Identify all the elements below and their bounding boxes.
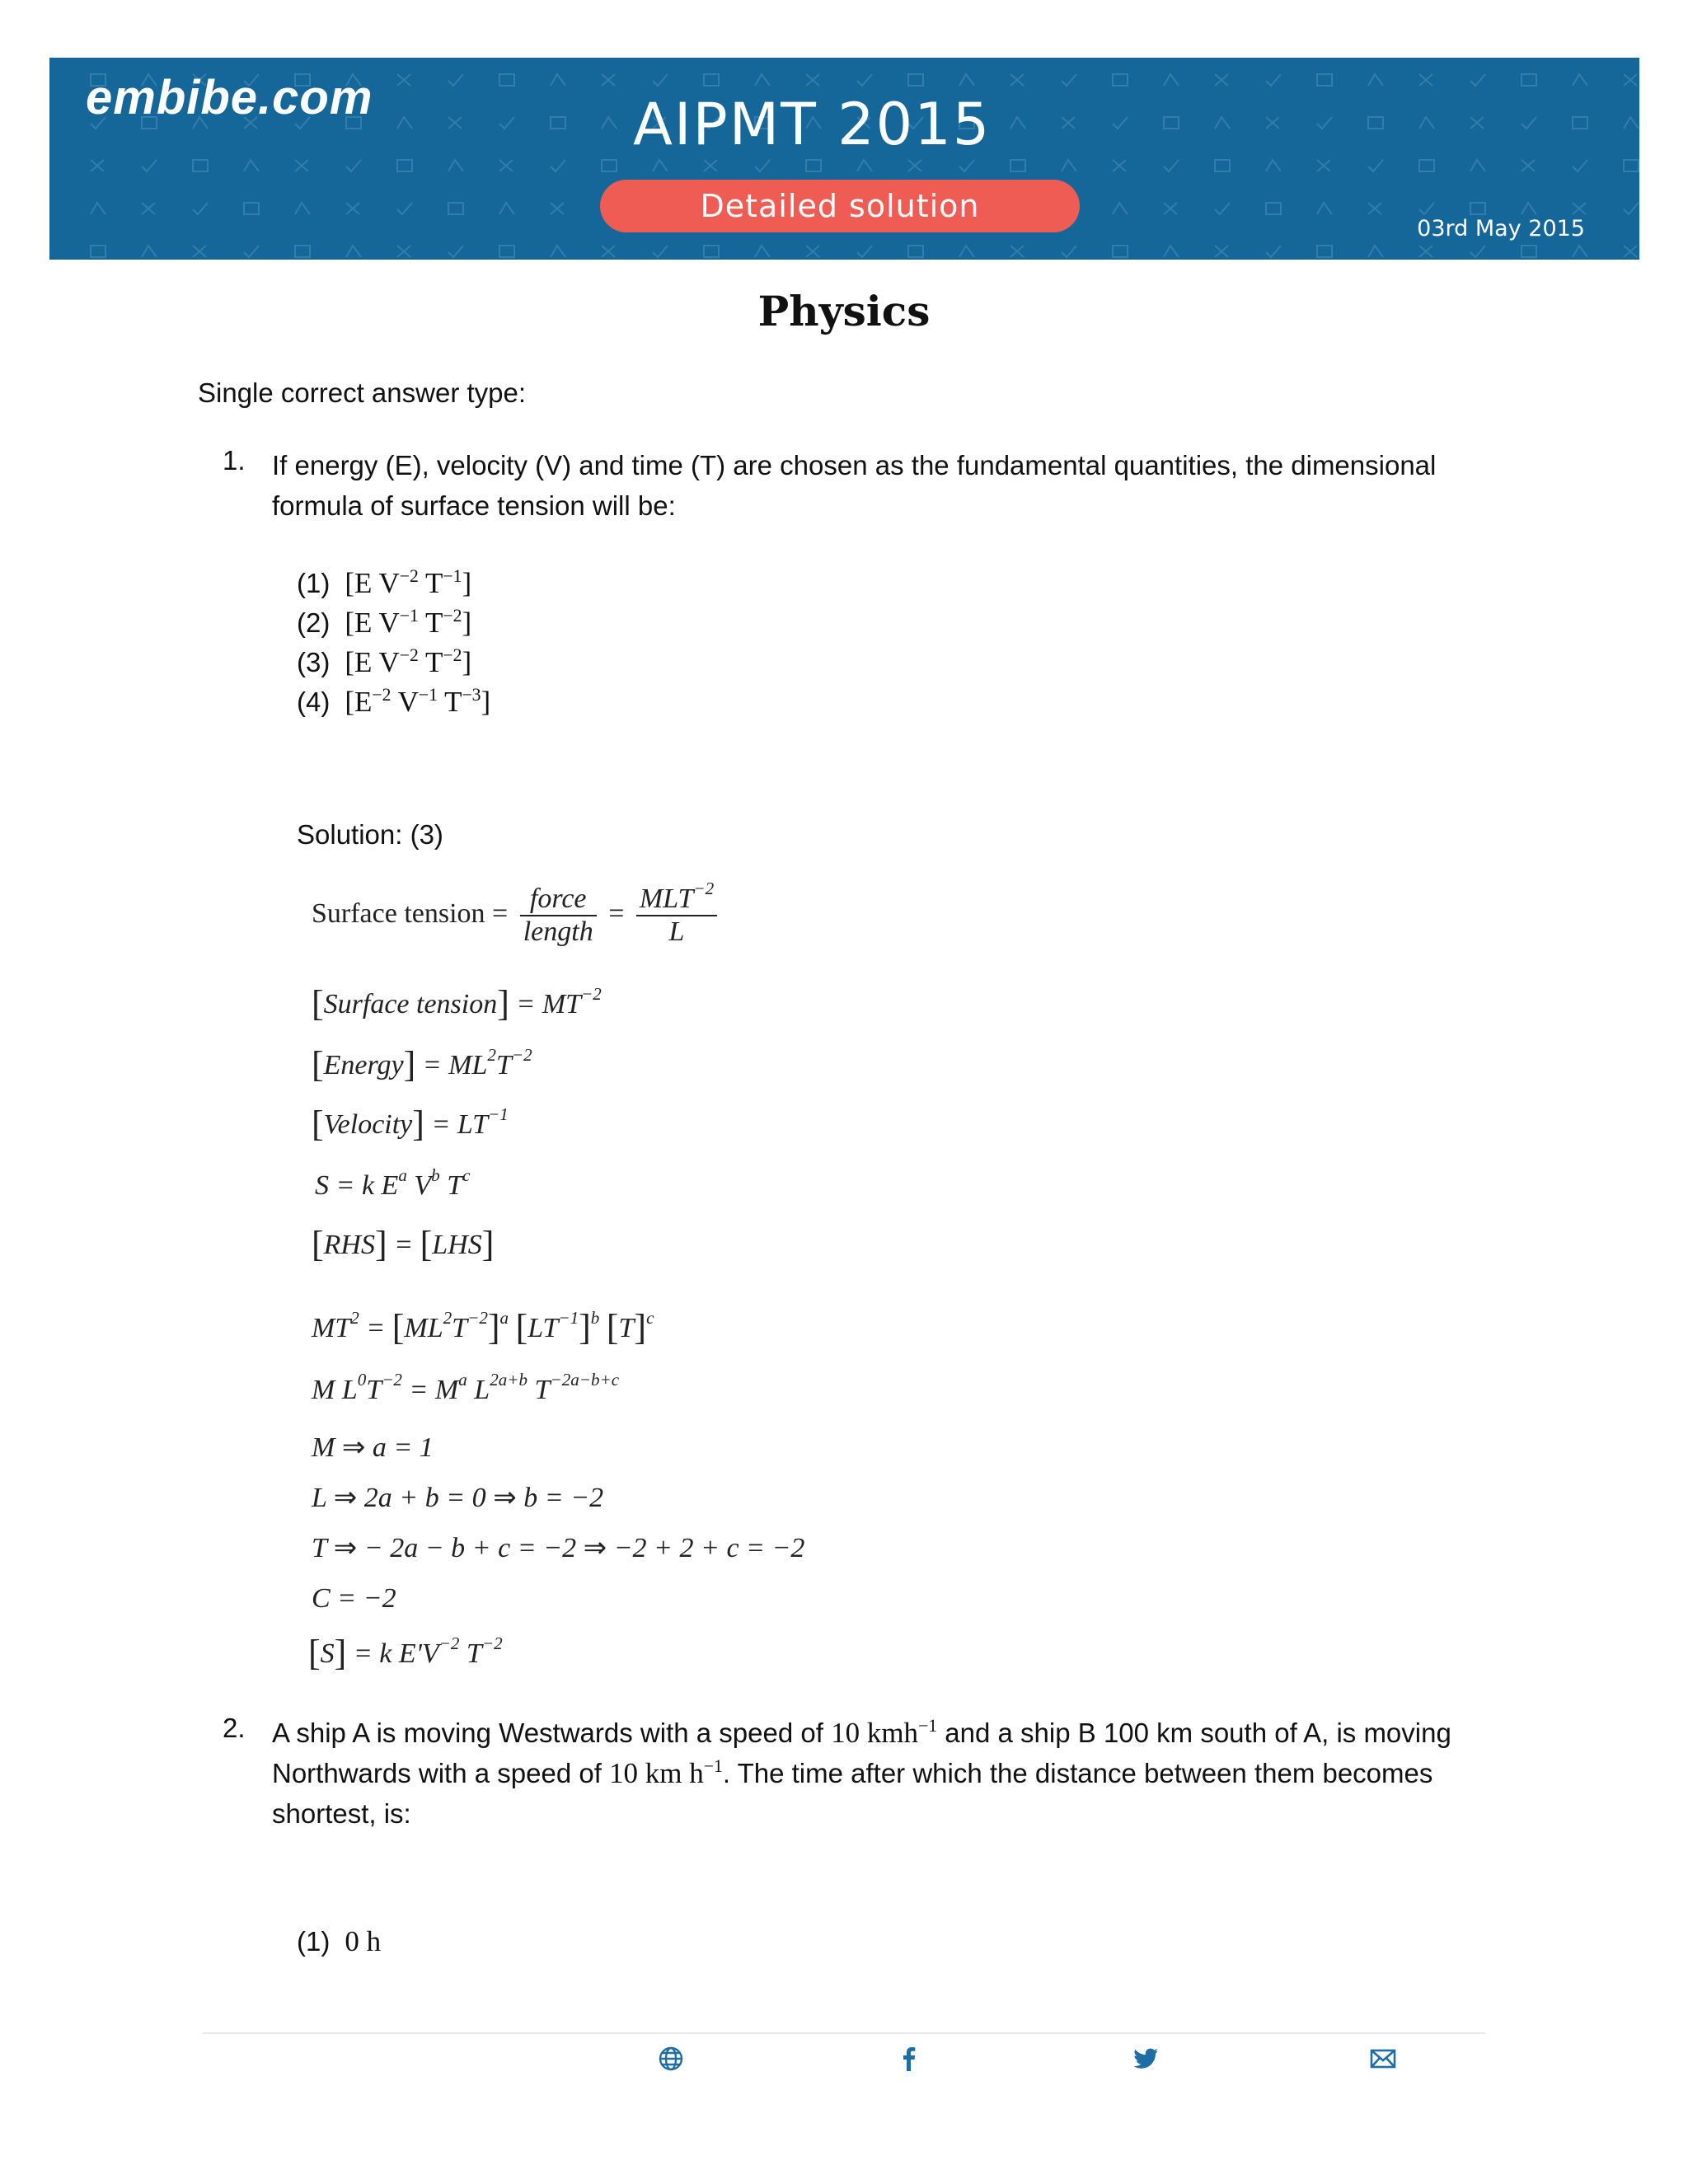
banner-doodle [1368, 74, 1383, 86]
math-line: S = k $E^a$ $V^b$ $T^c$ [315, 1165, 471, 1201]
banner-doodle [1368, 117, 1383, 129]
banner-doodle [1113, 246, 1128, 257]
banner-doodle [1317, 74, 1332, 86]
banner-doodle [142, 246, 157, 257]
banner-doodle [448, 117, 462, 129]
banner-doodle [1368, 203, 1381, 214]
banner-doodle [1624, 246, 1637, 257]
detailed-solution-badge: Detailed solution [600, 180, 1080, 232]
math-line: [Energy] = $ML^2T^{-2}$ [312, 1044, 532, 1085]
math-line: $MT^2 = [ML^2T^{-2}]^a$ $[LT^{-1}]^b$ $[T]^c$ [312, 1307, 654, 1347]
question-text-line: A ship A is moving Westwards with a speed of 10 kmh$^{-1}$ and a ship B 100 km south of A, is moving [272, 1715, 1451, 1749]
banner-doodle [1266, 160, 1281, 171]
banner-doodle [1062, 117, 1075, 129]
banner-doodle [244, 246, 259, 257]
fraction: $\frac{MLT^{-2}}{L}$ [636, 883, 717, 948]
banner-doodle [908, 160, 921, 171]
page-title: Physics [757, 287, 931, 335]
banner-doodle [653, 246, 668, 257]
banner-doodle [499, 246, 514, 257]
math-line: C = −2 [312, 1583, 396, 1614]
banner-doodle [91, 160, 104, 171]
banner-doodle [704, 246, 719, 257]
math-line: M $L^0T^{-2} = M^a$ $L^{2a+b}$ $T^{-2a-b+c}$ [312, 1370, 620, 1405]
math-line: Surface tension = $\frac{\text{force}}{\text{length}}$ = $\frac{MLT^{-2}}{L}$ [312, 883, 722, 948]
banner-doodle [1215, 203, 1230, 214]
math-prefix: Surface tension = [312, 898, 509, 929]
banner-doodle [1470, 246, 1485, 257]
banner-doodle [1573, 246, 1587, 257]
banner-doodle [1419, 160, 1434, 171]
banner-doodle [499, 117, 514, 129]
banner-doodle [1215, 246, 1228, 257]
banner-doodle [908, 74, 923, 86]
banner-doodle [959, 74, 974, 86]
banner-doodle [755, 246, 770, 257]
banner-doodle [397, 74, 410, 86]
banner-doodle [1573, 160, 1587, 171]
banner-doodle [1113, 117, 1128, 129]
banner-doodle [1215, 117, 1230, 129]
banner-doodle [602, 246, 615, 257]
banner-doodle [1419, 246, 1432, 257]
solution-label: Solution: (3) [297, 819, 443, 850]
banner-doodle [602, 117, 617, 129]
banner-doodle [1419, 74, 1432, 86]
banner-doodle [295, 246, 310, 257]
banner-doodle [499, 160, 513, 171]
banner-doodle [397, 160, 412, 171]
banner-doodle [1522, 203, 1536, 214]
banner-doodle [806, 74, 819, 86]
banner-doodle [1266, 246, 1281, 257]
banner-doodle [448, 203, 463, 214]
banner-doodle [1522, 160, 1535, 171]
banner-doodle [1164, 74, 1179, 86]
banner-doodle [602, 160, 617, 171]
banner-doodle [653, 160, 668, 171]
banner-doodle [1266, 74, 1281, 86]
banner-doodle [1113, 203, 1128, 214]
banner-doodle [551, 246, 565, 257]
question-text-line: Northwards with a speed of 10 km $h^{-1}$. The time after which the distance between them becomes [272, 1755, 1433, 1789]
banner-doodle [1062, 74, 1076, 86]
option-label: (2) [297, 607, 331, 638]
banner-doodle [448, 74, 463, 86]
math-line: T ⇒ − 2a − b + c = −2 ⇒ −2 + 2 + c = −2 [312, 1533, 805, 1563]
answer-option [297, 646, 471, 679]
banner-doodle [1368, 246, 1383, 257]
banner-doodle [653, 74, 668, 86]
banner-doodle [295, 203, 310, 214]
banner-doodle [1010, 117, 1025, 129]
option-label: (1) [297, 1926, 331, 1957]
globe-icon[interactable] [656, 2044, 686, 2074]
banner-doodle [1522, 117, 1536, 129]
banner-doodle [1573, 117, 1587, 129]
banner-doodle [704, 160, 717, 171]
question-text-line: If energy (E), velocity (V) and time (T) are chosen as the fundamental quantities, the dimensional [272, 450, 1437, 480]
banner-doodle [142, 160, 157, 171]
banner-doodle [1215, 74, 1228, 86]
answer-option [297, 1925, 381, 1958]
footer-divider [203, 2032, 1485, 2034]
banner-doodle [1010, 246, 1024, 257]
banner-doodle [1317, 203, 1332, 214]
banner-doodle [857, 246, 872, 257]
banner-doodle [397, 117, 412, 129]
banner-doodle [806, 160, 821, 171]
banner-doodle [295, 160, 308, 171]
banner-doodle [1164, 203, 1177, 214]
banner-doodle [244, 203, 259, 214]
banner-doodle [346, 203, 359, 214]
math-line: [Velocity] = $LT^{-1}$ [312, 1104, 509, 1144]
option-value: [E $V^{-2}$ $T^{-1}$] [345, 565, 472, 599]
banner-doodle [91, 203, 106, 214]
facebook-icon[interactable] [894, 2044, 924, 2074]
banner-doodle [499, 203, 514, 214]
option-label: (4) [297, 687, 331, 717]
exam-title: AIPMT 2015 [633, 91, 992, 158]
banner-doodle [1419, 203, 1434, 214]
question-number: 1. [223, 445, 246, 476]
banner-doodle [1062, 160, 1076, 171]
banner-doodle [1113, 74, 1128, 86]
banner-doodle [1062, 246, 1076, 257]
banner-doodle [448, 246, 463, 257]
banner-doodle [499, 74, 514, 86]
banner-doodle [551, 203, 564, 214]
banner-doodle [704, 74, 719, 86]
twitter-icon[interactable] [1131, 2044, 1160, 2074]
banner-doodle [91, 246, 106, 257]
banner-doodle [1164, 117, 1179, 129]
answer-option [297, 607, 471, 640]
banner-doodle [602, 74, 615, 86]
banner-doodle [1522, 74, 1536, 86]
banner-doodle [551, 74, 565, 86]
fraction: $\frac{\text{force}}{\text{length}}$ [520, 883, 597, 948]
banner-doodle [857, 74, 872, 86]
mail-icon[interactable] [1368, 2044, 1398, 2074]
header-banner [49, 58, 1639, 260]
banner-doodle [551, 160, 565, 171]
banner-doodle [959, 160, 974, 171]
question-text-line: formula of surface tension will be: [272, 490, 676, 521]
banner-doodle [1624, 74, 1637, 86]
math-line: L ⇒ 2a + b = 0 ⇒ b = −2 [312, 1483, 604, 1513]
banner-doodle [1317, 160, 1330, 171]
banner-doodle [346, 160, 361, 171]
banner-doodle [244, 160, 259, 171]
banner-doodle [1368, 160, 1383, 171]
banner-doodle [1266, 117, 1279, 129]
banner-doodle [1470, 160, 1485, 171]
math-line: [RHS] = [LHS] [312, 1224, 495, 1264]
banner-doodle [1624, 203, 1639, 214]
option-value: [$E^{-2}$ $V^{-1}$ $T^{-3}$] [345, 684, 491, 718]
banner-doodle [857, 160, 872, 171]
banner-doodle [1010, 160, 1025, 171]
banner-doodle [397, 246, 410, 257]
banner-doodle [346, 246, 361, 257]
answer-option [297, 686, 490, 719]
option-label: (3) [297, 647, 331, 677]
banner-doodle [1624, 117, 1639, 129]
section-title: Single correct answer type: [198, 377, 527, 408]
question-text-line: shortest, is: [272, 1798, 411, 1829]
banner-doodle [806, 246, 819, 257]
banner-doodle [755, 74, 770, 86]
banner-doodle [1522, 246, 1536, 257]
banner-doodle [1113, 160, 1126, 171]
banner-doodle [1470, 117, 1484, 129]
banner-doodle [1266, 203, 1281, 214]
option-value: [E $V^{-1}$ $T^{-2}$] [345, 605, 472, 639]
banner-doodle [1317, 117, 1332, 129]
question-number: 2. [223, 1713, 246, 1743]
math-line: M ⇒ a = 1 [312, 1432, 434, 1463]
option-label: (1) [297, 568, 331, 598]
option-value: [E $V^{-2}$ $T^{-2}$] [345, 644, 472, 678]
banner-doodle [1164, 246, 1179, 257]
banner-doodle [1010, 74, 1024, 86]
banner-doodle [1624, 160, 1639, 171]
math-line: [S] = k $E'V^{-2}$ $T^{-2}$ [308, 1633, 503, 1673]
banner-doodle [1317, 246, 1332, 257]
banner-doodle [1215, 160, 1230, 171]
banner-doodle [1419, 117, 1434, 129]
banner-doodle [1470, 74, 1485, 86]
banner-doodle [448, 160, 463, 171]
site-logo[interactable]: embibe.com [86, 71, 373, 124]
banner-doodle [551, 117, 565, 129]
math-line: [Surface tension] = $MT^{-2}$ [312, 983, 602, 1024]
option-value: 0 h [345, 1925, 382, 1957]
exam-date: 03rd May 2015 [1417, 216, 1585, 241]
banner-doodle [755, 160, 770, 171]
banner-doodle [193, 246, 206, 257]
banner-doodle [1470, 203, 1485, 214]
banner-doodle [959, 246, 974, 257]
banner-doodle [397, 203, 412, 214]
question-text [272, 445, 1436, 526]
answer-option [297, 567, 471, 600]
banner-doodle [193, 160, 208, 171]
banner-doodle [1164, 160, 1179, 171]
question-text [272, 1713, 1451, 1834]
banner-doodle [908, 246, 923, 257]
banner-doodle [1573, 74, 1587, 86]
banner-doodle [193, 203, 208, 214]
banner-doodle [142, 203, 155, 214]
banner-doodle [1573, 203, 1586, 214]
